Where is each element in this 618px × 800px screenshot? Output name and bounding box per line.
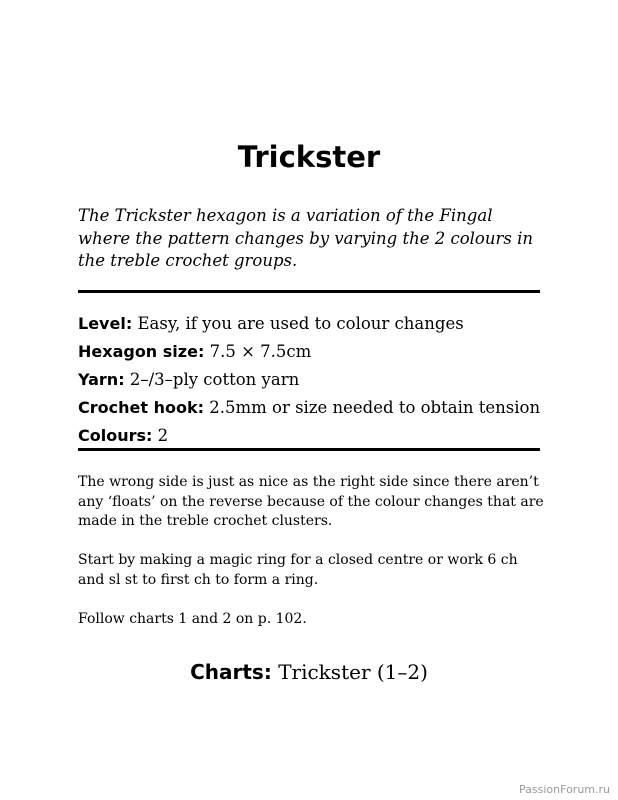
charts-label: Charts: (190, 660, 272, 684)
bottom-divider (78, 448, 540, 451)
spec-size (78, 339, 548, 367)
body-paragraph-3: Follow charts 1 and 2 on p. 102. (78, 611, 307, 627)
spec-level-label: Level: (78, 314, 133, 333)
spec-colours (78, 423, 548, 451)
spec-level (78, 311, 548, 339)
charts-line (0, 660, 618, 684)
spec-level-value: Easy, if you are used to colour changes (137, 314, 464, 333)
spec-hook-label: Crochet hook: (78, 398, 204, 417)
spec-hook (78, 395, 548, 423)
specs-list (78, 311, 548, 451)
spec-colours-value: 2 (157, 426, 169, 445)
watermark: PassionForum.ru (519, 783, 610, 796)
spec-yarn-value: 2–/3–ply cotton yarn (129, 370, 300, 389)
spec-hook-value: 2.5mm or size needed to obtain tension (209, 398, 541, 417)
body-paragraph-1: The wrong side is just as nice as the right side since there aren’t any ‘floats’ on the reverse because of the colour changes that are made in the treble crochet clusters. (78, 474, 544, 529)
top-divider (78, 290, 540, 293)
spec-yarn (78, 367, 548, 395)
spec-size-label: Hexagon size: (78, 342, 205, 361)
spec-yarn-label: Yarn: (78, 370, 125, 389)
body-paragraph-2: Start by making a magic ring for a closed centre or work 6 ch and sl st to first ch to form a ring. (78, 552, 518, 588)
charts-value: Trickster (1–2) (278, 660, 428, 684)
spec-size-value: 7.5 × 7.5cm (209, 342, 312, 361)
spec-colours-label: Colours: (78, 426, 153, 445)
intro-text: The Trickster hexagon is a variation of the Fingal where the pattern changes by varying the 2 colours in the treble crochet groups. (78, 206, 533, 270)
page-title: Trickster (237, 140, 381, 174)
